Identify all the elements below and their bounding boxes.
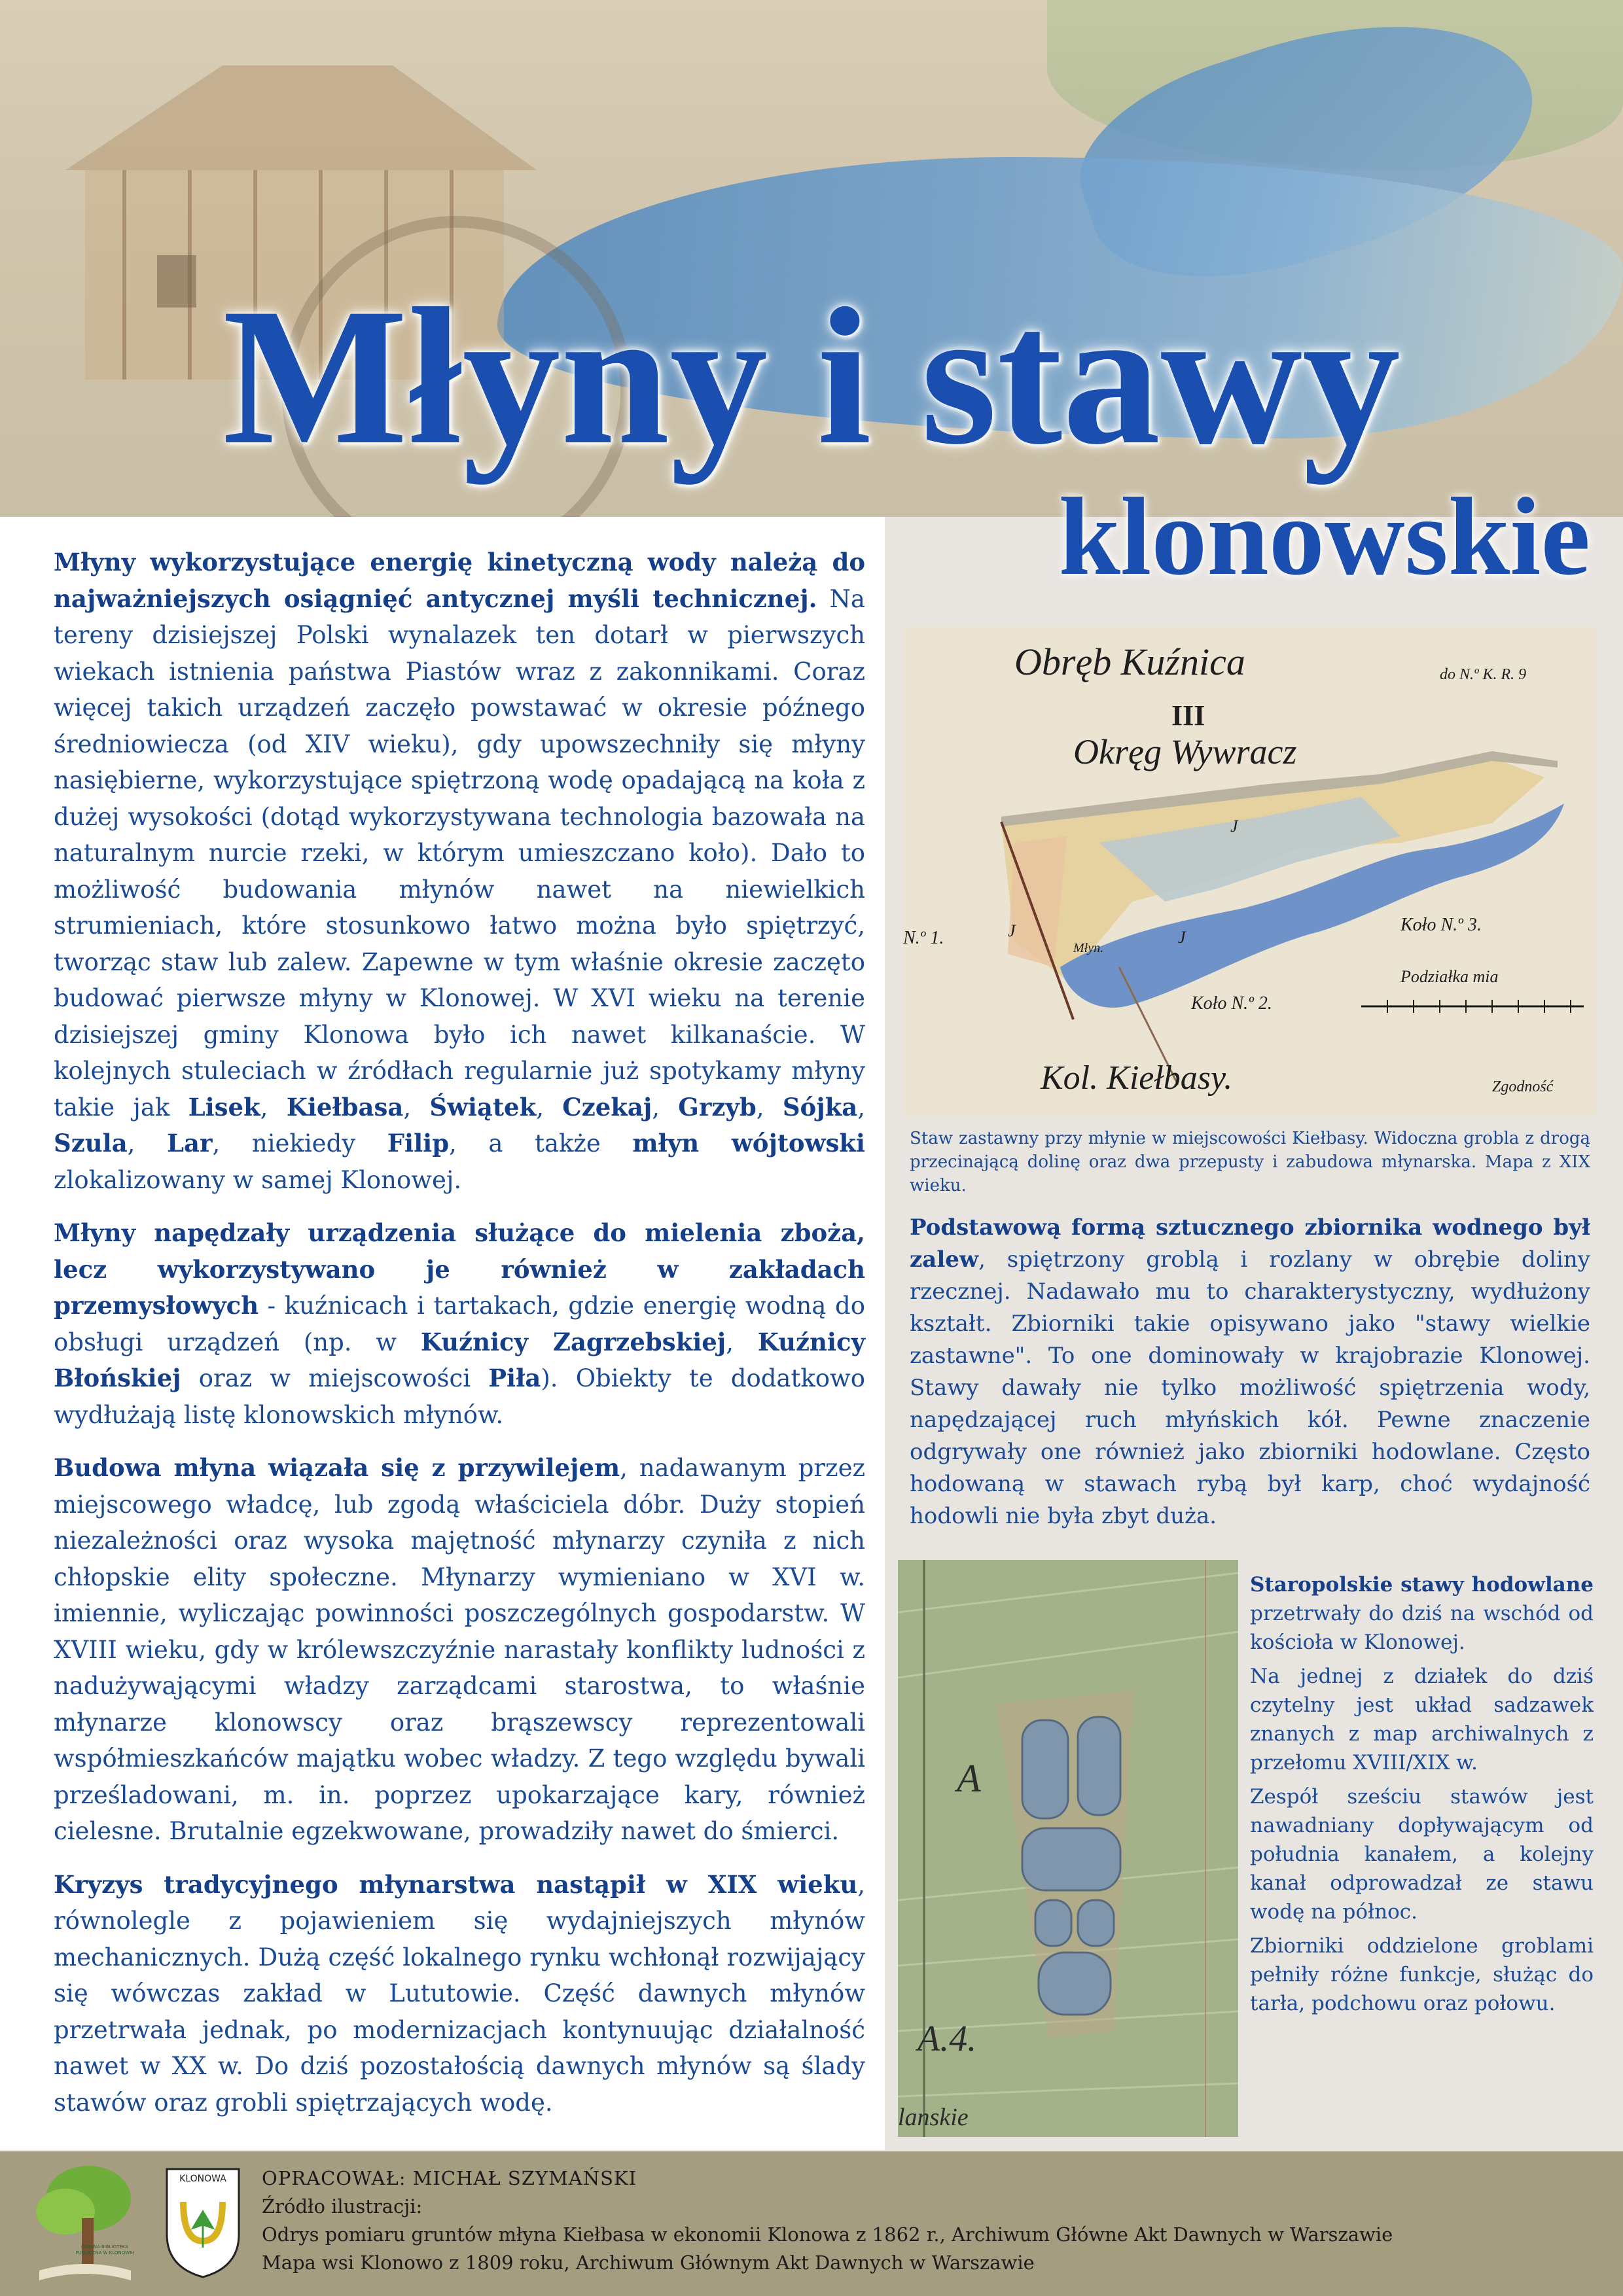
bold-run: Lar	[167, 1129, 213, 1157]
text-run: ,	[726, 1328, 758, 1356]
bold-run: Kryzys tradycyjnego młynarstwa nastąpił w XIX wieku	[54, 1869, 858, 1899]
map-label-j1: J	[1008, 921, 1016, 940]
bold-run: Lisek	[188, 1092, 260, 1122]
text-run: Na tereny dzisiejszej Polski wynalazek ten dotarł w pierwszych wiekach istnienia państwa Piastów wraz z zakonnikami. Coraz więcej takich urządzeń zaczęło powstawać w okresie późnego średniowiecza (od XIV wieku), gdy upowszechniły się młyny nasiębierne, wykorzystujące spiętrzoną wodę opadającą na koła z dużej wysokości (dotąd wykorzystywana technologia bazowała na naturalnym nurcie rzeki, w którym umieszczano koło). Dało to możliwość budowania młynów nawet na niewielkich strumieniach, które stosunkowo łatwo można było spiętrzyć, tworząc staw lub zalew. Zapewne w tym właśnie okresie zaczęto budować pierwsze młyny w Klonowej. W XVI wieku na terenie dzisiejszej gminy Klonowa było ich nawet kilkanaście. W kolejnych stuleciach w źródłach regularnie już spotykamy młyny takie jak	[54, 584, 865, 1122]
bold-run: Młyny wykorzystujące energię kinetyczną wody należą do najważniejszych osiągnięć antycznej myśli technicznej.	[54, 548, 865, 613]
bold-run: Grzyb	[678, 1092, 757, 1122]
ponds-layout: Na jednej z działek do dziś czytelny jest układ sadzawek znanych z map archiwalnych z przełomu XVIII/XIX w.	[1250, 1665, 1594, 1775]
bold-run: Piła	[488, 1364, 541, 1392]
reservoir-paragraph	[910, 1212, 1590, 1532]
bold-run: Staropolskie stawy hodowlane	[1250, 1573, 1594, 1597]
text-run: ,	[652, 1093, 679, 1122]
map-label-no1: N.º 1.	[903, 928, 944, 948]
footer-credits	[262, 2164, 1597, 2277]
library-tree-logo	[26, 2159, 144, 2284]
ponds-channels: Zespół sześciu stawów jest nawadniany dopływającym od południa kanałem, a kolejny kanał odprowadzał ze stawu wodę na północ.	[1250, 1785, 1594, 1924]
map-label-roman: III	[1171, 699, 1205, 732]
bold-run: Młyny napędzały urządzenia służące do mielenia zboża, lecz wykorzystywano je również w zakładach przemysłowych	[54, 1218, 865, 1320]
crisis-paragraph	[54, 1867, 865, 2121]
text-run: , a także	[449, 1129, 633, 1157]
crest-label: KLONOWA	[179, 2174, 226, 2184]
bold-run: Sójka	[782, 1092, 858, 1122]
text-run: ,	[756, 1093, 783, 1122]
footer-source-1: Odrys pomiaru gruntów młyna Kiełbasa w ekonomii Klonowa z 1862 r., Archiwum Główne Akt Dawnych w Warszawie	[262, 2223, 1393, 2246]
map-label-corner: do N.º K. R. 9	[1440, 666, 1527, 683]
right-column-text	[910, 1212, 1590, 1532]
bold-run: Czekaj	[562, 1092, 652, 1122]
map-label-kolo3: Koło N.º 3.	[1400, 915, 1482, 935]
ponds-side-text	[1250, 1570, 1594, 2023]
text-run: ). Obiekty te dodatkowo wydłużają listę klonowskich młynów.	[54, 1364, 865, 1429]
bold-run: Kuźnicy Błońskiej	[54, 1327, 865, 1392]
map-label-signature: Zgodność	[1492, 1078, 1554, 1095]
industry-paragraph	[54, 1215, 865, 1433]
bold-run: Filip	[387, 1129, 450, 1157]
bold-run: Szula	[54, 1129, 128, 1157]
text-run: ,	[536, 1093, 563, 1122]
map2-label-top: A	[957, 1757, 981, 1800]
map-label-kol-kielbasy: Kol. Kiełbasy.	[1041, 1059, 1233, 1097]
ponds-intro	[1250, 1570, 1594, 1657]
historical-map-kielbasy	[903, 627, 1597, 1116]
map-label-podzialka: Podziałka mia	[1400, 967, 1499, 986]
text-run: zlokalizowany w samej Klonowej.	[54, 1165, 462, 1194]
text-run: ,	[260, 1093, 287, 1122]
page-title: Młyny i stawy	[223, 268, 1400, 485]
map2-label-bottom: A.4.	[918, 2019, 977, 2059]
history-paragraph	[54, 544, 865, 1198]
map-label-obreb: Obręb Kuźnica	[1014, 641, 1245, 683]
text-run: - kuźnicach i tartakach, gdzie energię wodną do obsługi urządzeń (np. w	[54, 1292, 865, 1356]
footer-author: OPRACOWAŁ: MICHAŁ SZYMAŃSKI	[262, 2167, 637, 2189]
footer-source-2: Mapa wsi Klonowo z 1809 roku, Archiwum Głównym Akt Dawnych w Warszawie	[262, 2252, 1035, 2274]
footer-sources-label: Źródło ilustracji:	[262, 2195, 423, 2217]
bold-run: Świątek	[429, 1092, 537, 1122]
map-label-kolo2: Koło N.º 2.	[1191, 993, 1272, 1014]
left-column-text	[54, 544, 865, 2138]
map-label-okreg: Okręg Wywracz	[1073, 732, 1297, 771]
bold-run: młyn wójtowski	[632, 1129, 865, 1157]
historical-map-klonowo	[898, 1560, 1238, 2137]
map-kielbasy-caption: Staw zastawny przy młynie w miejscowości Kiełbasy. Widoczna grobla z drogą przecinającą dolinę oraz dwa przepusty i zabudowa młynarska. Mapa z XIX wieku.	[910, 1129, 1590, 1195]
ponds-functions: Zbiorniki oddzielone groblami pełniły różne funkcje, służąc do tarła, podchowu oraz połowu.	[1250, 1934, 1594, 2015]
map-label-j2: J	[1178, 928, 1186, 947]
text-run: przetrwały do dziś na wschód od kościoła w Klonowej.	[1250, 1602, 1594, 1654]
map-kielbasy-drawing	[903, 627, 1597, 1116]
library-logo-text: GMINNA BIBLIOTEKA PUBLICZNA W KLONOWEJ	[75, 2244, 134, 2255]
page-subtitle: klonowskie	[1058, 475, 1590, 598]
bold-run: Kiełbasa	[286, 1092, 404, 1122]
text-run: oraz w miejscowości	[181, 1364, 489, 1392]
bold-run: Podstawową formą sztucznego zbiornika wodnego był zalew	[910, 1214, 1590, 1273]
privilege-paragraph	[54, 1450, 865, 1850]
map-label-j3: J	[1230, 817, 1238, 836]
text-run: ,	[127, 1129, 168, 1157]
text-run: , spiętrzony groblą i rozlany w obrębie doliny rzecznej. Nadawało mu to charakterystyczny, wydłużony kształt. Zbiorniki takie opisywano jako "stawy wielkie zastawne". To one dominowały w krajobrazie Klonowej. Stawy dawały nie tylko możliwość spiętrzenia wody, napędzającej ruch młyńskich kół. Pewne znaczenie odgrywały one również jako zbiorniki hodowlane. Często hodowaną w stawach rybą był karp, choć wydajność hodowli nie była zbyt duża.	[910, 1246, 1590, 1529]
map2-label-edge: lanskie	[898, 2104, 969, 2131]
bold-run: Kuźnicy Zagrzebskiej	[420, 1327, 726, 1356]
text-run: , niekiedy	[212, 1129, 387, 1157]
text-run: , nadawanym przez miejscowego władcę, lub zgodą właściciela dóbr. Duży stopień niezależności oraz wysoka majętność młynarzy czyniła z nich chłopskie elity społeczne. Młynarzy wymieniano w XVI w. imiennie, wyliczając powinności poszczególnych gospodarstw. W XVIII wieku, gdy w królewszczyźnie narastały konflikty ludności z nadużywającymi władzy zarządcami starostwa, to właśnie młynarze klonowscy oraz brąszewscy reprezentowali współmieszkańców majątku wobec władzy. Z tego względu bywali prześladowani, m. in. poprzez upokarzające kary, również cielesne. Brutalnie egzekwowane, prowadziły nawet do śmierci.	[54, 1454, 865, 1845]
bold-run: Budowa młyna wiązała się z przywilejem	[54, 1453, 620, 1482]
text-run: , równolegle z pojawieniem się wydajniejszych młynów mechanicznych. Dużą część lokalnego rynku wchłonął rozwijający się wówczas zakład w Lututowie. Część dawnych młynów przetrwała jednak, po modernizacjach kontynuując działalność nawet w XX w. Do dziś pozostałością dawnych młynów są ślady stawów oraz grobli spiętrzających wodę.	[54, 1870, 865, 2117]
text-run: ,	[857, 1093, 865, 1122]
text-run: ,	[403, 1093, 430, 1122]
map-label-mlyn: Młyn.	[1073, 941, 1104, 955]
